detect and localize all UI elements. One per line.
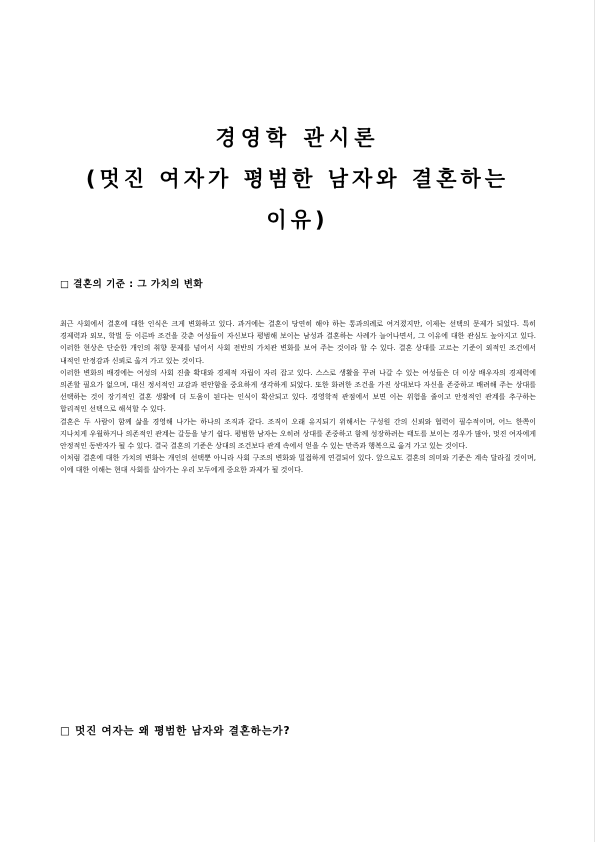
paragraph: 결혼은 두 사람이 함께 삶을 경영해 나가는 하나의 조직과 같다. 조직이 오래 유지되기 위해서는 구성원 간의 신뢰와 협력이 필수적이며, 어느 한쪽이 지나치게 우월하거나 의존적인 관계는 갈등을 낳기 쉽다. 평범한 남자는 오히려 상대를 존중하고 함께 성장하려는 태도를 보이는 경우가 많아, 멋진 여자에게 안정적인 동반자가 될 수 있다. 결국 결혼의 기준은 상대의 조건보다 관계 속에서 얻을 수 있는 만족과 행복으로 옮겨 가고 있는 것이다. [60, 417, 536, 451]
paragraph: 최근 사회에서 결혼에 대한 인식은 크게 변화하고 있다. 과거에는 결혼이 당연히 해야 하는 통과의례로 여겨졌지만, 이제는 선택의 문제가 되었다. 특히 경제력과 외모, 학벌 등 이른바 조건을 갖춘 여성들이 자신보다 평범해 보이는 남성과 결혼하는 사례가 늘어나면서, 그 이유에 대한 관심도 높아지고 있다. 이러한 현상은 단순한 개인의 취향 문제를 넘어서 사회 전반의 가치관 변화를 보여 주는 것이라 할 수 있다. 결혼 상대를 고르는 기준이 외적인 조건에서 내적인 안정감과 신뢰로 옮겨 가고 있는 것이다. [60, 320, 536, 365]
paragraph: 이처럼 결혼에 대한 가치의 변화는 개인의 선택뿐 아니라 사회 구조의 변화와 밀접하게 연결되어 있다. 앞으로도 결혼의 의미와 기준은 계속 달라질 것이며, 이에 대한 이해는 현대 사회를 살아가는 우리 모두에게 중요한 과제가 될 것이다. [60, 454, 536, 475]
document-title [60, 118, 535, 241]
body-text [60, 318, 536, 477]
title-line-1: 경영학 관시론 [215, 126, 380, 150]
paragraph: 이러한 변화의 배경에는 여성의 사회 진출 확대와 경제적 자립이 자리 잡고 있다. 스스로 생활을 꾸려 나갈 수 있는 여성들은 더 이상 배우자의 경제력에 의존할 필요가 없으며, 대신 정서적인 교감과 편안함을 중요하게 생각하게 되었다. 또한 화려한 조건을 가진 상대보다 자신을 존중하고 배려해 주는 상대를 선택하는 것이 장기적인 결혼 생활에 더 도움이 된다는 인식이 확산되고 있다. 경영학적 관점에서 보면 이는 위험을 줄이고 안정적인 관계를 추구하는 합리적인 선택으로 해석할 수 있다. [60, 368, 536, 414]
section-heading-1: □ 결혼의 기준 : 그 가치의 변화 [60, 279, 204, 290]
title-line-3: 이유) [266, 208, 329, 232]
title-line-2: (멋진 여자가 평범한 남자와 결혼하는 [85, 167, 510, 191]
section-heading-2: □ 멋진 여자는 왜 평범한 남자와 결혼하는가? [60, 725, 291, 737]
